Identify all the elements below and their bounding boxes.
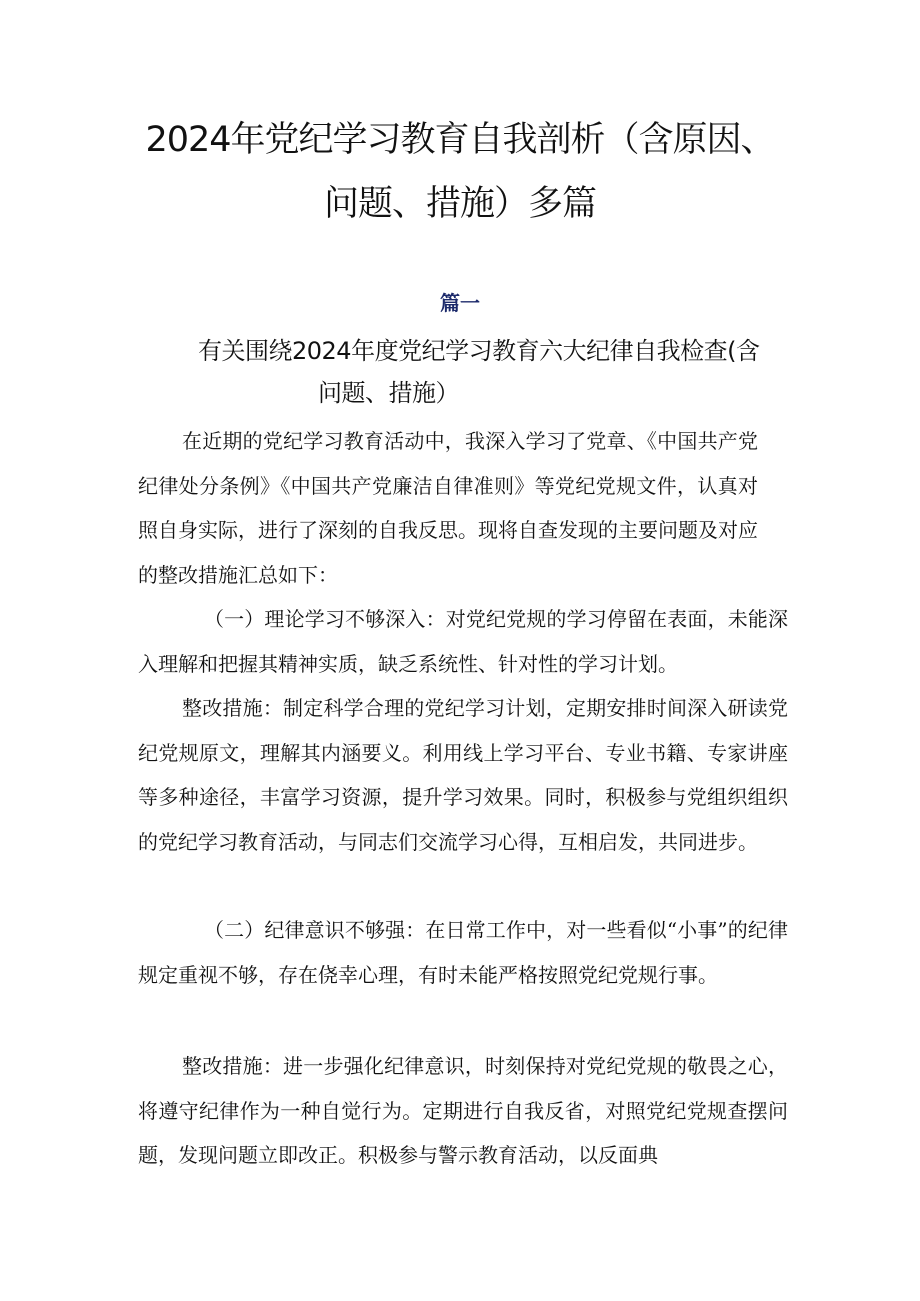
paragraph-issue-2: （二）纪律意识不够强：在日常工作中，对一些看似“小事”的纪律规定重视不够，存在侥幸心理，有时未能严格按照党纪党规行事。 — [138, 918, 788, 987]
paragraph-measure-1: 整改措施：制定科学合理的党纪学习计划，定期安排时间深入研读党纪党规原文，理解其内涵要义。利用线上学习平台、专业书籍、专家讲座等多种途径，丰富学习资源，提升学习效果。同时，积极参与党组织组织的党纪学习教育活动，与同志们交流学习心得，互相启发，共同进步。 — [138, 696, 788, 854]
section-subtitle-line-2: 问题、措施） — [318, 379, 459, 407]
section-subtitle-line-1: 有关围绕2024年度党纪学习教育六大纪律自我检查(含 — [198, 337, 760, 365]
paragraph-intro: 在近期的党纪学习教育活动中，我深入学习了党章、《中国共产党纪律处分条例》《中国共产党廉洁自律准则》等党纪党规文件，认真对照自身实际，进行了深刻的自我反思。现将自查发现的主要问题及对应的整改措施汇总如下： — [138, 429, 758, 587]
document-title-line-2: 问题、措施）多篇 — [323, 184, 596, 224]
document-title-line-1: 2024年党纪学习教育自我剖析（含原因、 — [145, 120, 775, 160]
section-label: 篇一 — [440, 291, 480, 315]
paragraph-issue-1: （一）理论学习不够深入：对党纪党规的学习停留在表面，未能深入理解和把握其精神实质，缺乏系统性、针对性的学习计划。 — [138, 607, 788, 676]
paragraph-measure-2: 整改措施：进一步强化纪律意识，时刻保持对党纪党规的敬畏之心，将遵守纪律作为一种自觉行为。定期进行自我反省，对照党纪党规查摆问题，发现问题立即改正。积极参与警示教育活动，以反面典 — [138, 1054, 788, 1167]
